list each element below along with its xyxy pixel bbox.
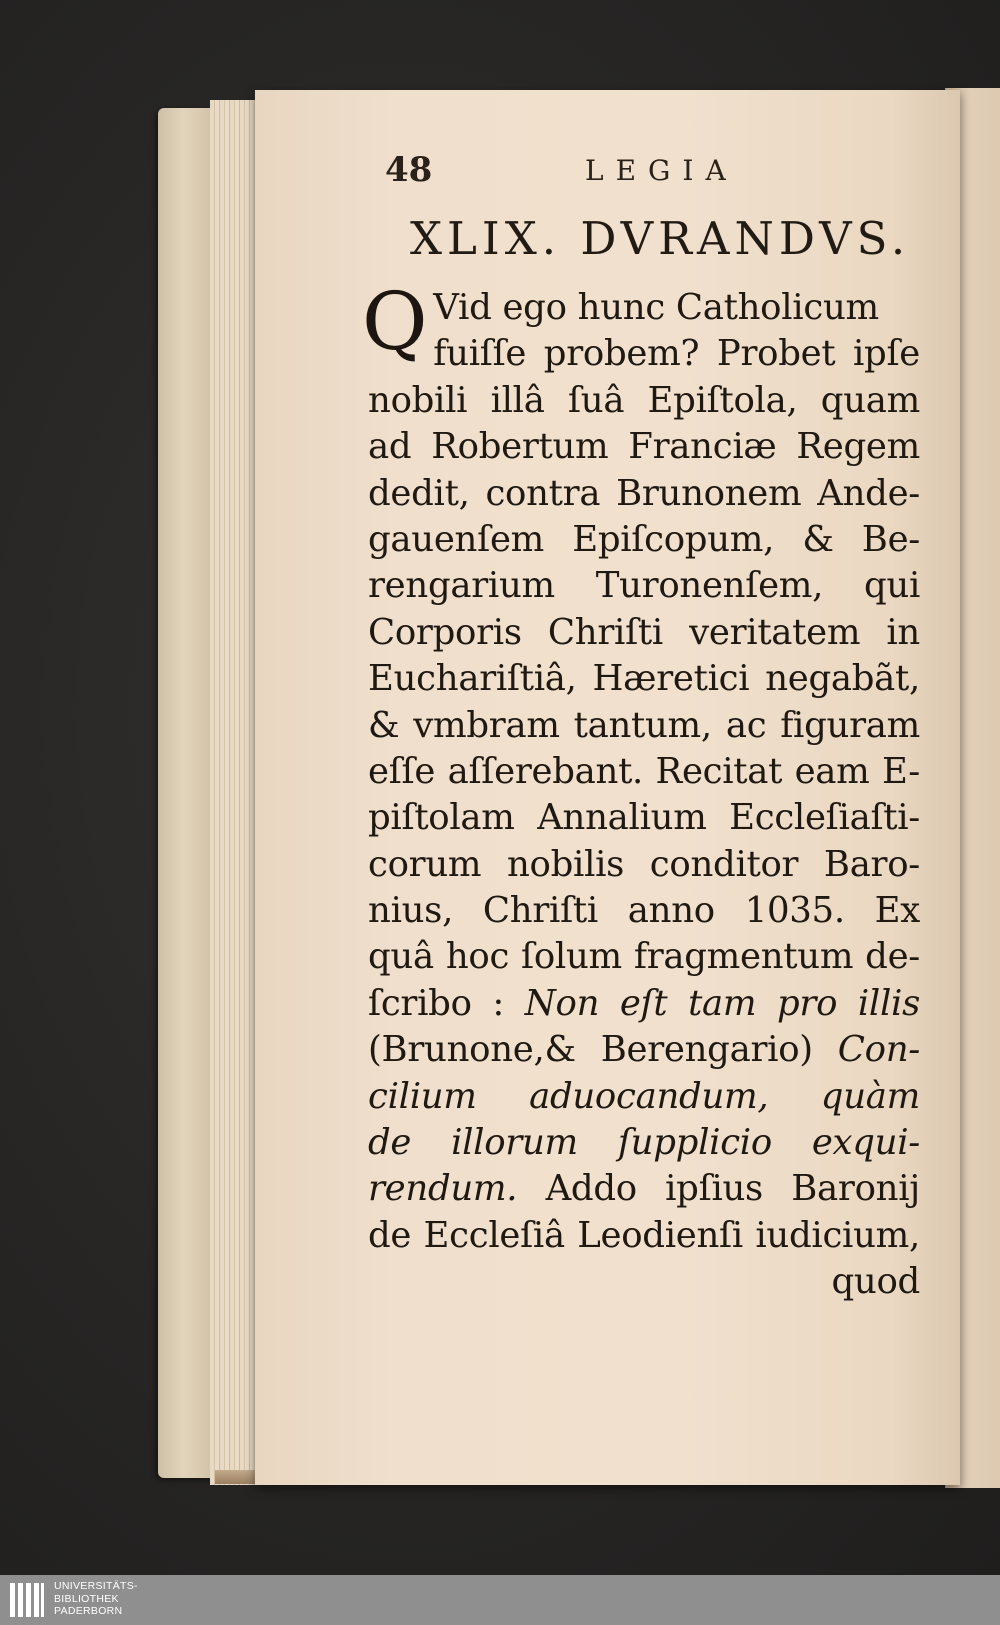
text-line <box>368 1027 920 1073</box>
text-line <box>368 1074 920 1120</box>
text-run: (Brunone,& Berengario) <box>368 1029 838 1071</box>
text-line <box>368 610 920 656</box>
text-run: Addo ipſius Baronij <box>517 1168 920 1210</box>
text-line <box>368 842 920 888</box>
text-run: Corporis Chriſti veritatem in <box>368 611 920 653</box>
text-run: gauenſem Epiſcopum, & Be- <box>368 518 920 560</box>
text-run: piſtolam Annalium Eccleſiaſti- <box>368 797 920 839</box>
footer-bar <box>0 1575 1000 1625</box>
text-run: & vmbram tantum, ac figuram <box>368 704 920 746</box>
text-lines <box>368 285 920 1259</box>
text-line <box>368 888 920 934</box>
text-run: rengarium Turonenſem, qui <box>368 565 920 607</box>
logo-line: UNIVERSITÄTS- <box>54 1580 138 1592</box>
logo-line: PADERBORN <box>54 1605 123 1617</box>
text-line <box>368 795 920 841</box>
page-header <box>385 150 925 190</box>
text-run: Euchariſtiâ, Hæretici negabãt, <box>368 658 920 700</box>
catchword: quod <box>831 1261 920 1303</box>
page-number: 48 <box>385 150 433 190</box>
logo-line: BIBLIOTHEK <box>54 1592 119 1605</box>
text-line <box>368 285 920 331</box>
text-line <box>368 563 920 609</box>
body-text <box>362 275 920 1306</box>
chapter-heading: XLIX. DVRANDVS. <box>410 212 911 265</box>
text-line <box>368 1213 920 1259</box>
text-line <box>368 471 920 517</box>
text-run: fuiſſe probem? Probet ipſe <box>433 333 920 375</box>
text-run: Vid ego hunc Catholicum <box>433 287 879 328</box>
text-line <box>368 424 920 470</box>
italic-run: Non eſt tam pro illis <box>524 982 920 1024</box>
italic-run: Con- <box>837 1029 920 1071</box>
text-line <box>368 981 920 1027</box>
text-run: eſſe aſſerebant. Recitat eam E- <box>368 750 920 792</box>
text-run: nobili illâ ſuâ Epiſtola, quam <box>368 379 920 421</box>
drop-cap: Q <box>362 275 428 368</box>
text-run: ſcribo : <box>368 982 525 1024</box>
text-run: dedit, contra Brunonem Ande- <box>368 472 920 514</box>
italic-run: rendum. <box>368 1168 518 1210</box>
text-line <box>368 378 920 424</box>
text-line <box>368 517 920 563</box>
italic-run: de illorum ſupplicio exqui- <box>368 1122 920 1164</box>
library-logo-icon <box>10 1583 46 1617</box>
text-line <box>368 749 920 795</box>
text-run: de Eccleſiâ Leodienſi iudicium, <box>368 1214 920 1256</box>
text-run: ad Robertum Franciæ Regem <box>368 426 920 468</box>
text-run: nius, Chriſti anno 1035. Ex <box>368 890 920 932</box>
italic-run: cilium aduocandum, quàm <box>368 1075 920 1117</box>
text-run: corum nobilis conditor Baro- <box>368 843 920 885</box>
text-line <box>368 1120 920 1166</box>
running-head: LEGIA <box>585 154 738 187</box>
text-run: quâ hoc ſolum fragmentum de- <box>368 936 920 978</box>
text-line <box>368 703 920 749</box>
text-line <box>368 331 920 377</box>
text-line <box>368 1166 920 1212</box>
text-line <box>368 656 920 702</box>
library-logo-text <box>54 1580 138 1618</box>
text-line <box>368 934 920 980</box>
